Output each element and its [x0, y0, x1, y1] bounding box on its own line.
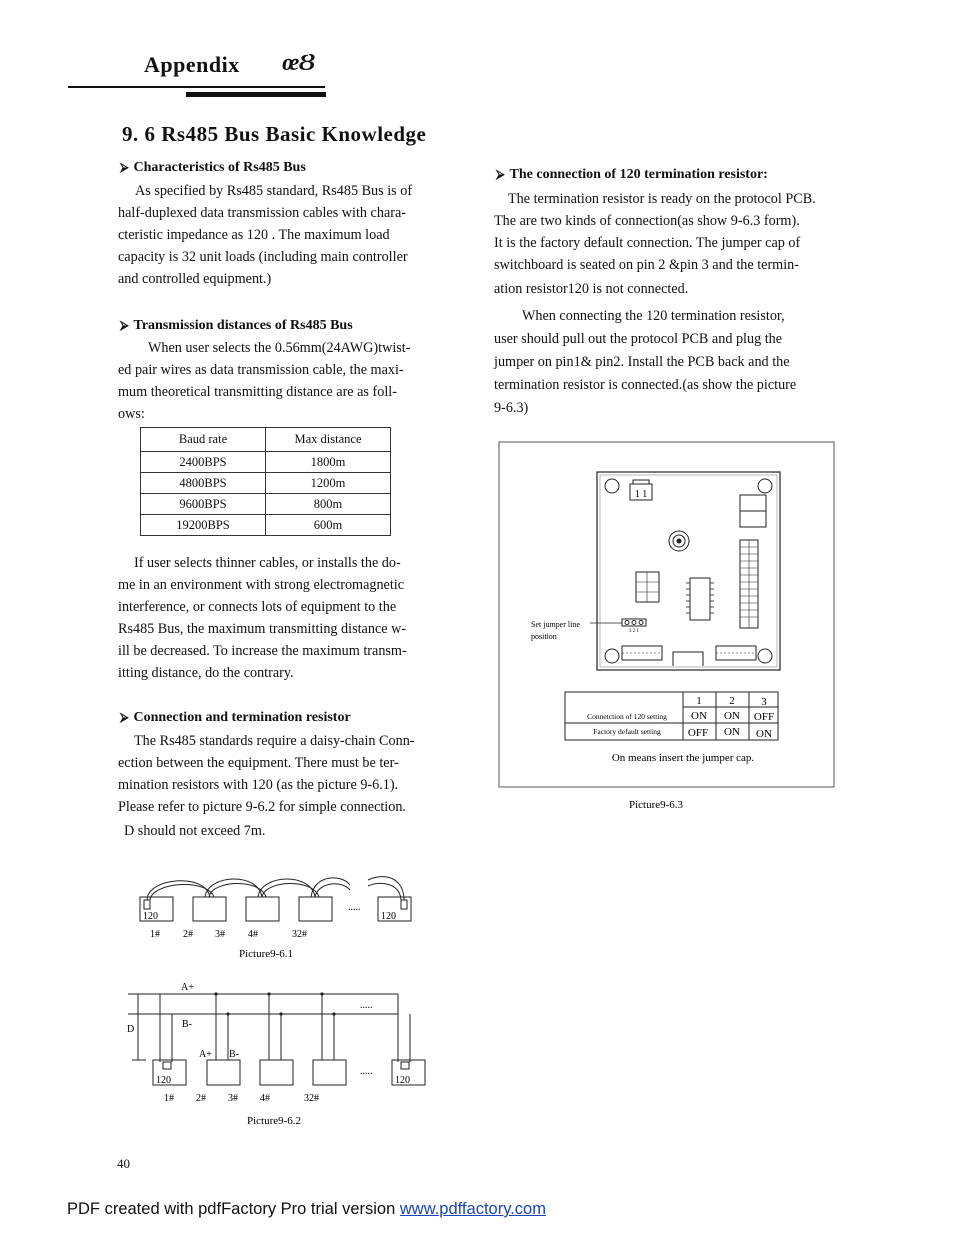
svg-text:120: 120	[381, 911, 396, 922]
table-row: 9600BPS 800m	[141, 494, 391, 515]
device-box	[207, 1060, 240, 1085]
table-row-label: Factory default setting	[593, 727, 661, 736]
footer-link[interactable]: www.pdffactory.com	[399, 1200, 546, 1218]
svg-text:B-: B-	[182, 1019, 192, 1030]
node-label: 4#	[248, 929, 258, 940]
svg-text:120: 120	[143, 911, 158, 922]
svg-text:B-: B-	[229, 1049, 239, 1060]
svg-text:ON: ON	[691, 710, 707, 722]
transmission-heading: ⮚ Transmission distances of Rs485 Bus	[120, 318, 353, 333]
header-max-distance: Max distance	[266, 428, 391, 452]
jumper-label: Set jumper line	[531, 620, 580, 629]
svg-text:1: 1	[696, 695, 702, 707]
connection-heading: ⮚ Connection and termination resistor	[120, 710, 351, 725]
arrow-bullet-icon: ⮚	[120, 710, 129, 724]
svg-text:ON: ON	[724, 710, 740, 722]
node-label: 3#	[228, 1093, 238, 1104]
thinner-cables-text: If user selects thinner cables, or installs the do- me in an environment with strong electromagnetic interference, or connects lots of equipment to the Rs485 Bus, the maximum transmitting distance w- ill be decreased. To increase the maximum transm- itting distance, do the contrary.	[118, 555, 407, 681]
device-box	[260, 1060, 293, 1085]
node-label: 3#	[215, 929, 225, 940]
termination-heading: ⮚ The connection of 120 termination resistor:	[496, 167, 768, 182]
section-title: 9. 6 Rs485 Bus Basic Knowledge	[122, 122, 427, 146]
pdf-footer	[67, 1200, 546, 1219]
node-label: 32#	[304, 1093, 319, 1104]
resistor-icon	[401, 1062, 409, 1069]
table-row: 19200BPS 600m	[141, 515, 391, 536]
svg-text:ON: ON	[724, 726, 740, 738]
header-title: Appendix	[144, 52, 240, 77]
termination-text-1: The termination resistor is ready on the protocol PCB. The are two kinds of connection(as show 9-6.3 form). It is the factory default connection. The jumper cap of switchboard is seated on pin 2 &pin 3 and the termin- ation resistor120 is not connected.	[494, 191, 816, 297]
node-label: 1#	[150, 929, 160, 940]
arrow-bullet-icon: ⮚	[120, 318, 129, 332]
arrow-bullet-icon: ⮚	[120, 160, 129, 174]
device-box	[313, 1060, 346, 1085]
svg-text:.....: .....	[360, 1066, 373, 1077]
termination-text-2: When connecting the 120 termination resistor, user should pull out the protocol PCB and plug the jumper on pin1& pin2. Install the PCB back and the termination resistor is connected.(as show the picture 9-6.3)	[494, 308, 797, 416]
svg-text:.....: .....	[348, 902, 361, 913]
characteristics-heading: ⮚ Characteristics of Rs485 Bus	[120, 160, 306, 175]
svg-text:OFF: OFF	[687, 727, 709, 739]
svg-text:A+: A+	[199, 1049, 212, 1060]
resistor-icon	[163, 1062, 171, 1069]
caption-9-6-2: Picture9-6.2	[246, 1115, 302, 1127]
table-row: 4800BPS 1200m	[141, 473, 391, 494]
svg-text:D: D	[127, 1024, 135, 1035]
header-logo-icon: œȢ	[282, 50, 316, 76]
node-label: 4#	[260, 1093, 270, 1104]
svg-text:120: 120	[156, 1075, 171, 1086]
table-row-label: Connetction of 120 setting	[587, 712, 667, 721]
node-label: 2#	[183, 929, 193, 940]
jumper-note: On means insert the jumper cap.	[611, 752, 755, 764]
connection-text: The Rs485 standards require a daisy-chain Conn- ection between the equipment. There must be ter- mination resistors with 120 (as the picture 9-6.1). Please refer to picture 9-6.2 for simple connection. D should not exceed 7m.	[118, 733, 415, 839]
svg-text:3 2 1: 3 2 1	[629, 629, 639, 634]
svg-text:ON: ON	[756, 728, 772, 740]
svg-text:OFF: OFF	[753, 711, 775, 723]
svg-text:.....: .....	[360, 1000, 373, 1011]
svg-text:2: 2	[729, 695, 735, 707]
arrow-bullet-icon: ⮚	[496, 167, 505, 181]
svg-text:120: 120	[395, 1075, 410, 1086]
jumper-label-2: position	[531, 632, 557, 641]
svg-text:1 1: 1 1	[634, 489, 648, 500]
header-baud-rate: Baud rate	[141, 428, 266, 452]
caption-9-6-3: Picture9-6.3	[628, 799, 684, 811]
svg-text:3: 3	[761, 696, 767, 708]
characteristics-text: As specified by Rs485 standard, Rs485 Bus is of half-duplexed data transmission cables with chara- cteristic impedance as 120 . The maximum load capacity is 32 unit loads (including main controller and controlled equipment.)	[118, 183, 413, 287]
node-label: 2#	[196, 1093, 206, 1104]
node-label: 32#	[292, 929, 307, 940]
svg-text:A+: A+	[181, 982, 194, 993]
node-label: 1#	[164, 1093, 174, 1104]
footer-text: PDF created with pdfFactory Pro trial version	[67, 1200, 400, 1218]
table-row: 2400BPS 1800m	[141, 452, 391, 473]
caption-9-6-1: Picture9-6.1	[238, 948, 294, 960]
transmission-text: When user selects the 0.56mm(24AWG)twist- ed pair wires as data transmission cable, the maxi- mum theoretical transmitting distance are as foll- ows:	[118, 340, 411, 422]
page-number: 40	[117, 1156, 130, 1171]
